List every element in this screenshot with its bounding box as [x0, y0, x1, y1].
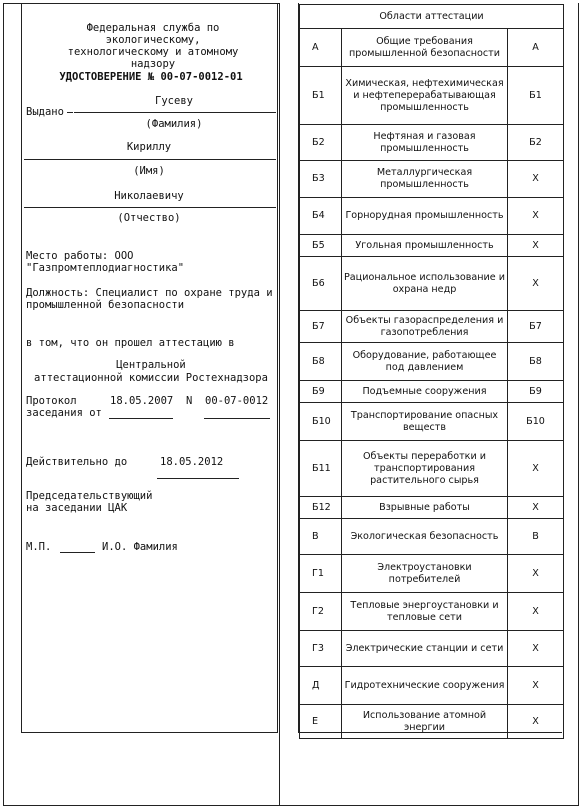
area-name: Оборудование, работающее под давлением [342, 343, 508, 381]
left-inner-right [277, 3, 278, 733]
area-mark: X [508, 441, 564, 497]
table-row [300, 631, 564, 667]
name-value: Кириллу [126, 141, 172, 153]
frame-center-divider [279, 3, 280, 806]
area-mark: X [508, 161, 564, 198]
table-row [300, 235, 564, 257]
area-name: Электрические станции и сети [342, 631, 508, 667]
area-name: Взрывные работы [342, 497, 508, 519]
area-mark: X [508, 555, 564, 593]
area-code: В [300, 519, 342, 555]
valid-date-underline [157, 478, 239, 479]
statement-text: в том, что он прошел аттестацию в [26, 337, 235, 349]
area-code: Г1 [300, 555, 342, 593]
table-row [300, 403, 564, 441]
area-code: Е [300, 705, 342, 739]
area-mark: Б8 [508, 343, 564, 381]
area-mark: X [508, 631, 564, 667]
left-inner-bottom [21, 732, 278, 733]
area-code: Д [300, 667, 342, 705]
frame-top-left [3, 3, 279, 4]
area-name: Использование атомной энергии [342, 705, 508, 739]
meeting-label: заседания от [26, 407, 102, 419]
area-name: Химическая, нефтехимическая и нефтеперерабатывающая промышленность [342, 67, 508, 125]
chair-line2: на заседании ЦАК [26, 502, 128, 514]
areas-header: Области аттестации [300, 5, 564, 29]
stamp-label: М.П. [26, 541, 52, 553]
table-row [300, 705, 564, 739]
area-name: Общие требования промышленной безопасности [342, 29, 508, 67]
area-code: Б1 [300, 67, 342, 125]
area-code: Б5 [300, 235, 342, 257]
area-code: Б6 [300, 257, 342, 311]
agency-name: Федеральная служба по экологическому, технологическому и атомному надзору [67, 22, 239, 70]
area-name: Гидротехнические сооружения [342, 667, 508, 705]
issued-dash [67, 112, 73, 113]
table-row [300, 593, 564, 631]
area-code: Г3 [300, 631, 342, 667]
area-mark: А [508, 29, 564, 67]
surname-underline [74, 112, 276, 113]
meeting-number-underline [204, 418, 270, 419]
area-mark: X [508, 497, 564, 519]
area-code: Б2 [300, 125, 342, 161]
frame-bottom-right [279, 805, 579, 806]
patronymic-caption: (Отчество) [117, 212, 181, 224]
patronymic-underline [24, 207, 276, 208]
table-row [300, 441, 564, 497]
surname-value: Гусеву [155, 95, 193, 107]
name-underline [24, 159, 276, 160]
table-row [300, 125, 564, 161]
table-row [300, 161, 564, 198]
frame-right-border [578, 3, 579, 806]
valid-label: Действительно до [26, 456, 128, 468]
area-code: Б12 [300, 497, 342, 519]
surname-caption: (Фамилия) [145, 118, 203, 130]
area-name: Транспортирование опасных веществ [342, 403, 508, 441]
area-mark: Б9 [508, 381, 564, 403]
table-row [300, 67, 564, 125]
area-mark: Б7 [508, 311, 564, 343]
area-code: Г2 [300, 593, 342, 631]
area-name: Подъемные сооружения [342, 381, 508, 403]
area-name: Объекты газораспределения и газопотребления [342, 311, 508, 343]
area-name: Экологическая безопасность [342, 519, 508, 555]
chair-line1: Председательствующий [26, 490, 153, 502]
protocol-date: 18.05.2007 [110, 395, 174, 407]
areas-header-row [300, 5, 564, 29]
area-mark: X [508, 705, 564, 739]
area-name: Металлургическая промышленность [342, 161, 508, 198]
protocol-no-label: N [186, 395, 193, 407]
area-code: Б8 [300, 343, 342, 381]
frame-left-border [3, 3, 4, 806]
table-row [300, 519, 564, 555]
workplace-text: Место работы: ООО "Газпромтеплодиагностика" [26, 250, 185, 274]
table-row [300, 311, 564, 343]
table-row [300, 381, 564, 403]
area-mark: Б10 [508, 403, 564, 441]
area-name: Нефтяная и газовая промышленность [342, 125, 508, 161]
certificate-title: УДОСТОВЕРЕНИЕ № 00-07-0012-01 [59, 71, 243, 83]
area-code: Б9 [300, 381, 342, 403]
meeting-date-underline [109, 418, 173, 419]
area-code: Б4 [300, 198, 342, 235]
signature-name: И.О. Фамилия [102, 541, 178, 553]
position-text: Должность: Специалист по охране труда и промышленной безопасности [26, 287, 273, 311]
patronymic-value: Николаевичу [114, 190, 184, 202]
area-name: Объекты переработки и транспортирования растительного сырья [342, 441, 508, 497]
area-mark: X [508, 235, 564, 257]
commission-line2: аттестационной комиссии Ростехнадзора [34, 372, 268, 384]
table-row [300, 555, 564, 593]
certification-areas-table [299, 4, 564, 739]
area-code: Б7 [300, 311, 342, 343]
area-mark: Б1 [508, 67, 564, 125]
left-inner-left [21, 3, 22, 733]
protocol-number: 00-07-0012 [205, 395, 269, 407]
signature-underline [60, 552, 95, 553]
area-mark: X [508, 593, 564, 631]
area-code: Б11 [300, 441, 342, 497]
area-code: А [300, 29, 342, 67]
area-name: Рациональное использование и охрана недр [342, 257, 508, 311]
table-row [300, 29, 564, 67]
table-row [300, 667, 564, 705]
protocol-label: Протокол [26, 395, 77, 407]
area-code: Б10 [300, 403, 342, 441]
area-code: Б3 [300, 161, 342, 198]
area-name: Горнорудная промышленность [342, 198, 508, 235]
table-row [300, 198, 564, 235]
area-mark: Б2 [508, 125, 564, 161]
area-name: Тепловые энергоустановки и тепловые сети [342, 593, 508, 631]
area-mark: X [508, 198, 564, 235]
area-mark: В [508, 519, 564, 555]
frame-bottom-left [3, 805, 279, 806]
table-row [300, 257, 564, 311]
commission-line1: Центральной [116, 359, 186, 371]
area-mark: X [508, 257, 564, 311]
area-mark: X [508, 667, 564, 705]
area-name: Угольная промышленность [342, 235, 508, 257]
name-caption: (Имя) [133, 165, 165, 177]
area-name: Электроустановки потребителей [342, 555, 508, 593]
table-row [300, 343, 564, 381]
issued-label: Выдано [26, 106, 64, 118]
table-row [300, 497, 564, 519]
valid-date: 18.05.2012 [160, 456, 224, 468]
